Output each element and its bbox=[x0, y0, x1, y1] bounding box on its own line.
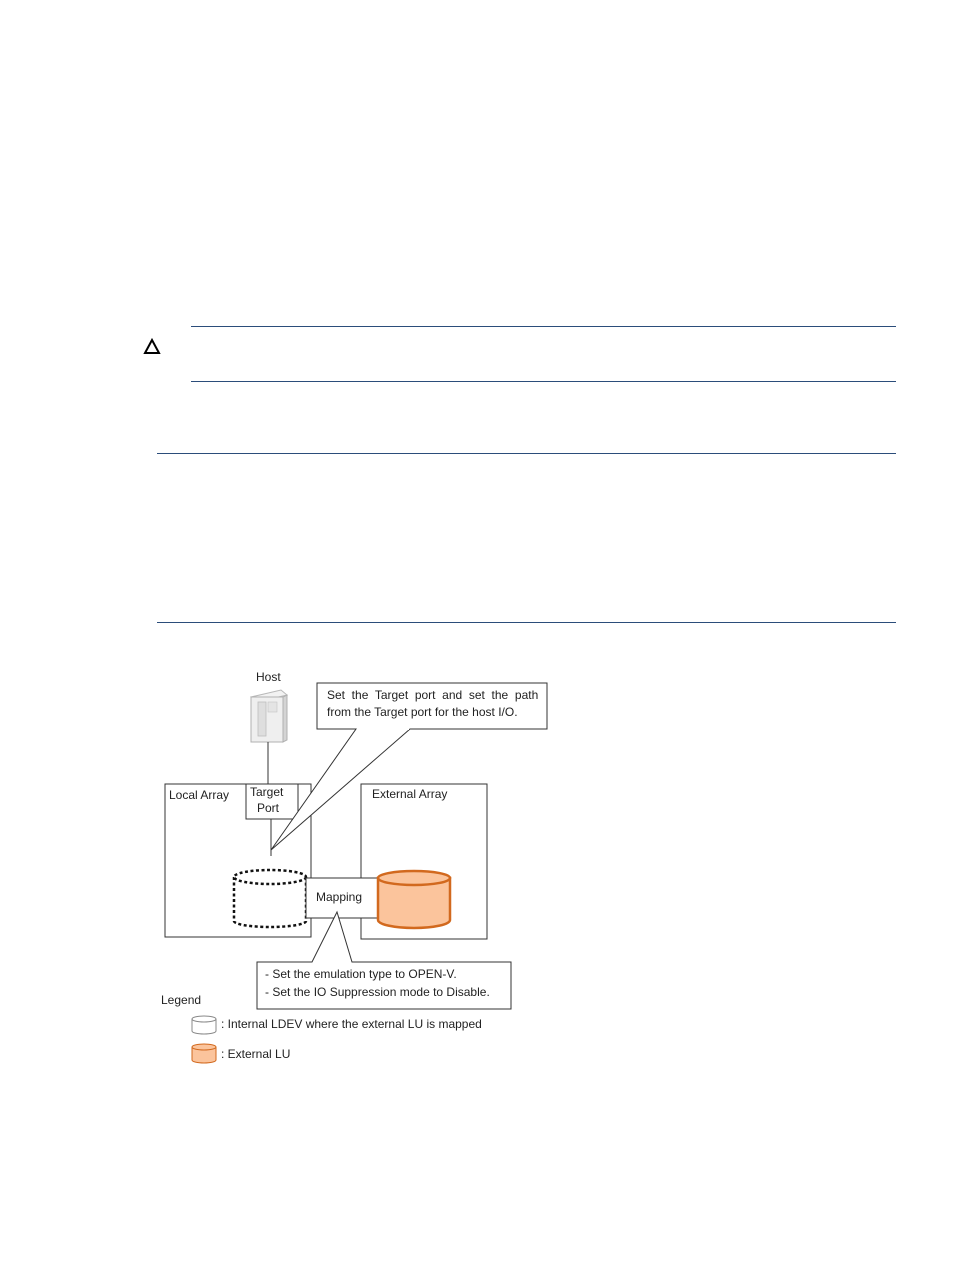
target-port-label-line1: Target bbox=[250, 785, 284, 799]
callout-mapping-line2: - Set the IO Suppression mode to Disable. bbox=[265, 985, 490, 999]
legend-title: Legend bbox=[161, 993, 202, 1007]
legend-external-label: : External LU bbox=[221, 1047, 291, 1061]
callout-mapping-line1: - Set the emulation type to OPEN-V. bbox=[265, 967, 457, 981]
legend-external-lu-icon bbox=[192, 1044, 216, 1063]
target-port-label-line2: Port bbox=[257, 801, 280, 815]
external-lu-cylinder bbox=[378, 871, 450, 928]
server-tower-icon bbox=[251, 690, 287, 742]
legend-internal-label: : Internal LDEV where the external LU is mapped bbox=[221, 1017, 482, 1031]
host-label: Host bbox=[256, 670, 281, 684]
external-array-label: External Array bbox=[372, 787, 448, 801]
callout-target-line1: Set the Target port and set the path bbox=[327, 688, 539, 702]
local-array-label: Local Array bbox=[169, 788, 230, 802]
callout-target-line2: from the Target port for the host I/O. bbox=[327, 705, 518, 719]
legend-internal-ldev-icon bbox=[192, 1016, 216, 1034]
mapping-label: Mapping bbox=[316, 890, 363, 904]
internal-ldev-cylinder bbox=[234, 870, 306, 927]
